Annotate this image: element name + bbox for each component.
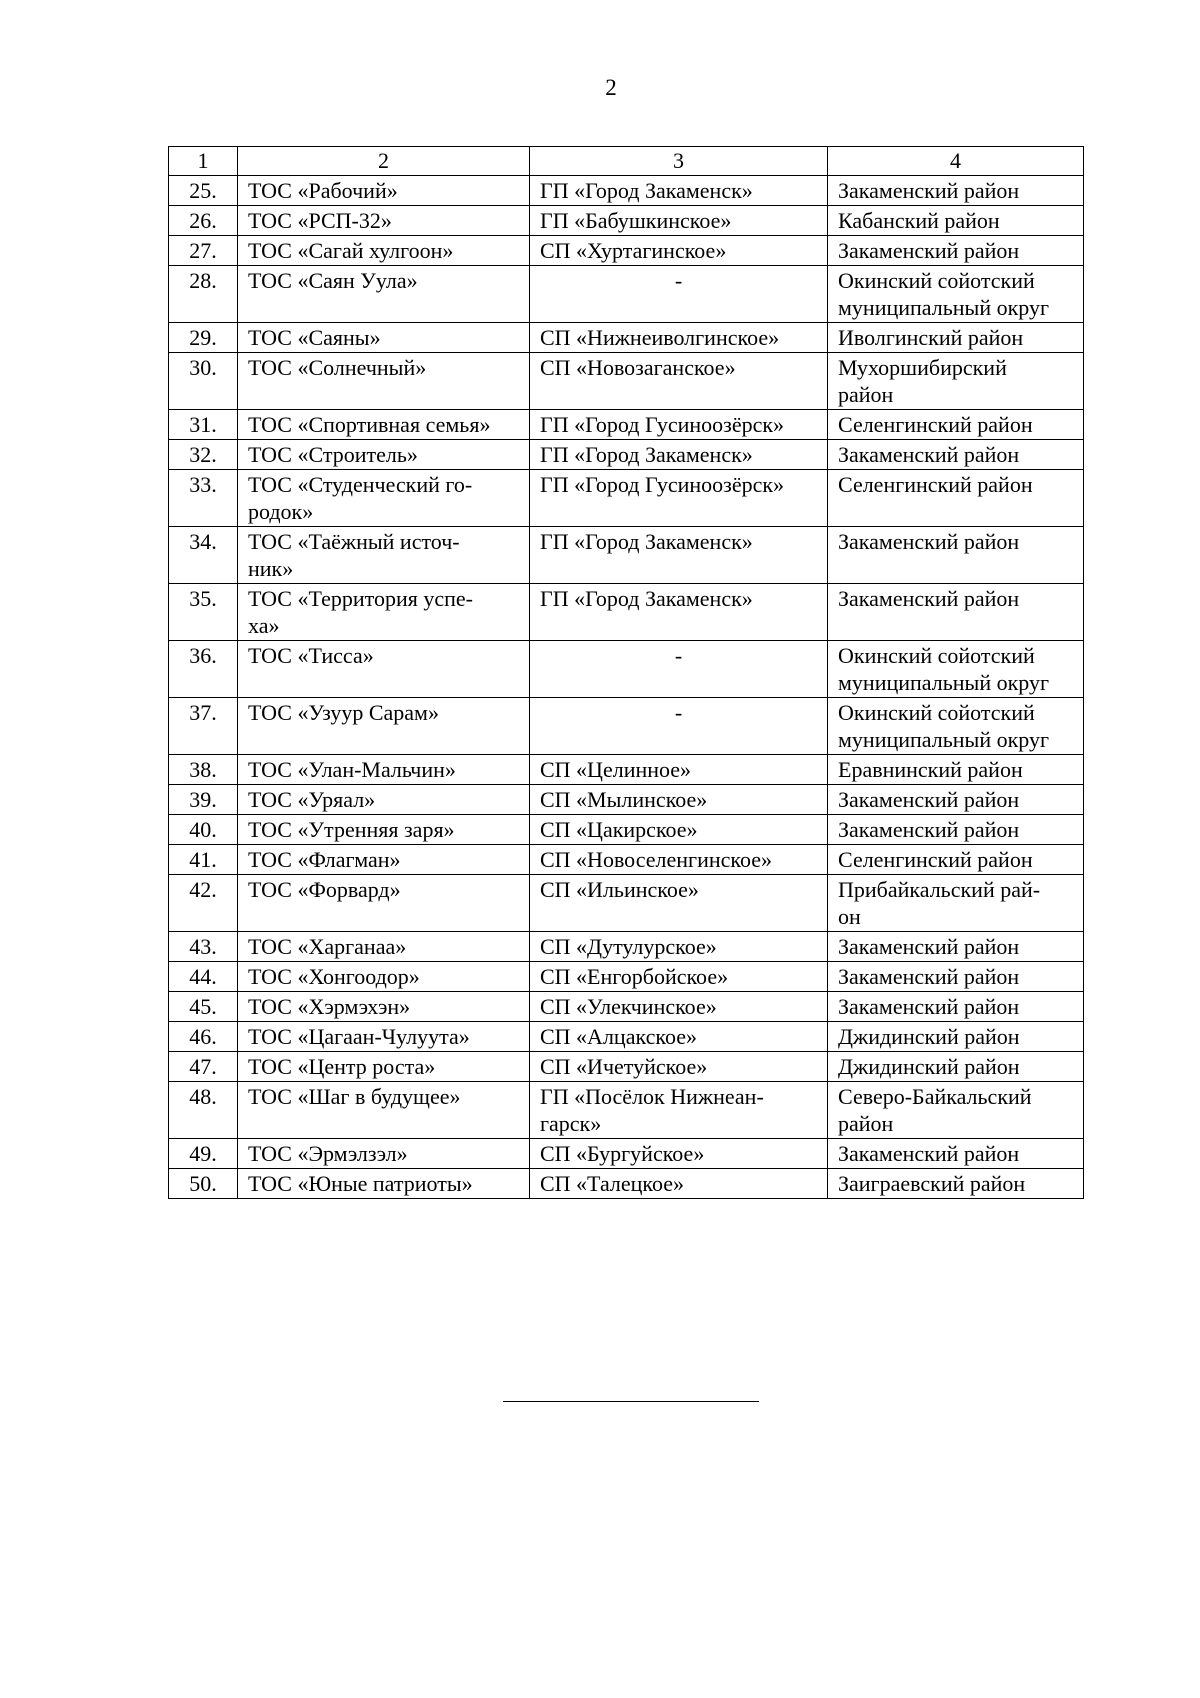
- district-cell: [828, 266, 1084, 323]
- tos-name-cell-text: ТОС «Саян Уула»: [248, 268, 418, 293]
- row-number-cell: [169, 440, 238, 470]
- row-number-cell: [169, 932, 238, 962]
- settlement-cell: [530, 1169, 828, 1199]
- header-row: [169, 147, 1084, 176]
- district-cell: [828, 353, 1084, 410]
- table-row: [169, 1139, 1084, 1169]
- tos-name-cell-text: ТОС «Спортивная семья»: [248, 412, 491, 437]
- district-cell-text: Джидинский район: [838, 1054, 1020, 1079]
- row-number-cell-text: 43.: [189, 934, 217, 959]
- district-cell-text: Еравнинский район: [838, 757, 1023, 782]
- table-row: [169, 698, 1084, 755]
- row-number-cell: [169, 236, 238, 266]
- tos-name-cell-text: ТОС «РСП-32»: [248, 208, 392, 233]
- row-number-cell: [169, 785, 238, 815]
- settlement-cell-text: СП «Алцакское»: [540, 1024, 697, 1049]
- table-row: [169, 932, 1084, 962]
- settlement-cell-text: СП «Хуртагинское»: [540, 238, 727, 263]
- tos-name-cell: [238, 1082, 530, 1139]
- settlement-cell: [530, 236, 828, 266]
- settlement-cell-text: СП «Енгорбойское»: [540, 964, 729, 989]
- row-number-cell: [169, 845, 238, 875]
- row-number-cell: [169, 698, 238, 755]
- row-number-cell-text: 50.: [189, 1171, 217, 1196]
- district-cell-text: Заиграевский район: [838, 1171, 1026, 1196]
- settlement-cell-text: -: [674, 268, 683, 293]
- district-cell-text: Селенгинский район: [838, 847, 1033, 872]
- row-number-cell-text: 40.: [189, 817, 217, 842]
- district-cell: [828, 785, 1084, 815]
- row-number-cell-text: 36.: [189, 643, 217, 668]
- tos-name-cell-text: ТОС «Улан-Мальчин»: [248, 757, 456, 782]
- district-cell: [828, 176, 1084, 206]
- tos-name-cell: [238, 932, 530, 962]
- district-cell-text: Окинский сойотский муниципальный округ: [838, 268, 1050, 320]
- tos-name-cell-text: ТОС «Харганаа»: [248, 934, 407, 959]
- table-body: [169, 176, 1084, 1199]
- row-number-cell-text: 42.: [189, 877, 217, 902]
- tos-name-cell-text: ТОС «Эрмэлзэл»: [248, 1141, 408, 1166]
- settlement-cell-text: СП «Улекчинское»: [540, 994, 717, 1019]
- table-row: [169, 236, 1084, 266]
- district-cell-text: Кабанский район: [838, 208, 1000, 233]
- row-number-cell-text: 29.: [189, 325, 217, 350]
- row-number-cell: [169, 584, 238, 641]
- settlement-cell: [530, 206, 828, 236]
- row-number-cell-text: 27.: [189, 238, 217, 263]
- row-number-cell: [169, 1082, 238, 1139]
- district-cell-text: Мухоршибирский район: [838, 355, 1007, 407]
- table-row: [169, 266, 1084, 323]
- table-row: [169, 1169, 1084, 1199]
- tos-name-cell: [238, 527, 530, 584]
- table-row: [169, 1022, 1084, 1052]
- tos-name-cell: [238, 962, 530, 992]
- district-cell-text: Селенгинский район: [838, 472, 1033, 497]
- settlement-cell-text: СП «Целинное»: [540, 757, 692, 782]
- tos-name-cell: [238, 992, 530, 1022]
- settlement-cell: [530, 698, 828, 755]
- tos-name-cell-text: ТОС «Флагман»: [248, 847, 401, 872]
- tos-name-cell-text: ТОС «Форвард»: [248, 877, 401, 902]
- district-cell-text: Окинский сойотский муниципальный округ: [838, 700, 1050, 752]
- row-number-cell-text: 46.: [189, 1024, 217, 1049]
- district-cell-text: Закаменский район: [838, 178, 1020, 203]
- settlement-cell-text: ГП «Посёлок Нижнеан- гарск»: [540, 1084, 764, 1136]
- row-number-cell: [169, 353, 238, 410]
- tos-name-cell-text: ТОС «Цагаан-Чулуута»: [248, 1024, 470, 1049]
- settlement-cell: [530, 785, 828, 815]
- table-row: [169, 992, 1084, 1022]
- district-cell-text: Окинский сойотский муниципальный округ: [838, 643, 1050, 695]
- district-cell: [828, 992, 1084, 1022]
- settlement-cell-text: СП «Ильинское»: [540, 877, 699, 902]
- table-row: [169, 323, 1084, 353]
- district-cell: [828, 845, 1084, 875]
- settlement-cell-text: СП «Цакирское»: [540, 817, 698, 842]
- header-cell-4: 4: [828, 147, 1084, 176]
- district-cell: [828, 440, 1084, 470]
- district-cell: [828, 1052, 1084, 1082]
- row-number-cell: [169, 527, 238, 584]
- district-cell: [828, 410, 1084, 440]
- tos-name-cell: [238, 1169, 530, 1199]
- tos-name-cell: [238, 875, 530, 932]
- settlement-cell: [530, 323, 828, 353]
- table-row: [169, 962, 1084, 992]
- tos-name-cell-text: ТОС «Солнечный»: [248, 355, 427, 380]
- table-row: [169, 815, 1084, 845]
- district-cell-text: Закаменский район: [838, 586, 1020, 611]
- settlement-cell-text: ГП «Город Закаменск»: [540, 178, 753, 203]
- settlement-cell: [530, 992, 828, 1022]
- district-cell: [828, 236, 1084, 266]
- settlement-cell-text: СП «Ичетуйское»: [540, 1054, 708, 1079]
- district-cell: [828, 875, 1084, 932]
- settlement-cell-text: СП «Новозаганское»: [540, 355, 736, 380]
- tos-name-cell: [238, 470, 530, 527]
- district-cell: [828, 527, 1084, 584]
- district-cell: [828, 1139, 1084, 1169]
- table-row: [169, 785, 1084, 815]
- row-number-cell: [169, 266, 238, 323]
- district-cell-text: Джидинский район: [838, 1024, 1020, 1049]
- row-number-cell: [169, 1169, 238, 1199]
- tos-name-cell: [238, 1139, 530, 1169]
- table-row: [169, 470, 1084, 527]
- row-number-cell-text: 41.: [189, 847, 217, 872]
- tos-table: [168, 146, 1084, 1199]
- settlement-cell-text: -: [674, 643, 683, 668]
- district-cell: [828, 932, 1084, 962]
- settlement-cell-text: ГП «Город Закаменск»: [540, 586, 753, 611]
- table-row: [169, 527, 1084, 584]
- tos-name-cell: [238, 236, 530, 266]
- settlement-cell-text: ГП «Город Закаменск»: [540, 442, 753, 467]
- tos-name-cell: [238, 815, 530, 845]
- row-number-cell-text: 37.: [189, 700, 217, 725]
- header-cell-2: 2: [238, 147, 530, 176]
- row-number-cell: [169, 206, 238, 236]
- row-number-cell: [169, 641, 238, 698]
- settlement-cell-text: ГП «Город Гусиноозёрск»: [540, 472, 785, 497]
- tos-name-cell-text: ТОС «Хонгоодор»: [248, 964, 420, 989]
- district-cell: [828, 470, 1084, 527]
- row-number-cell-text: 39.: [189, 787, 217, 812]
- settlement-cell: [530, 1022, 828, 1052]
- tos-name-cell-text: ТОС «Саяны»: [248, 325, 381, 350]
- settlement-cell: [530, 641, 828, 698]
- table-row: [169, 206, 1084, 236]
- tos-name-cell-text: ТОС «Юные патриоты»: [248, 1171, 473, 1196]
- page-number: 2: [605, 75, 617, 100]
- tos-name-cell-text: ТОС «Узуур Сарам»: [248, 700, 439, 725]
- header-cell-1: 1: [169, 147, 238, 176]
- settlement-cell: [530, 755, 828, 785]
- district-cell: [828, 641, 1084, 698]
- district-cell-text: Селенгинский район: [838, 412, 1033, 437]
- row-number-cell-text: 47.: [189, 1054, 217, 1079]
- row-number-cell: [169, 1022, 238, 1052]
- settlement-cell: [530, 932, 828, 962]
- district-cell: [828, 206, 1084, 236]
- tos-name-cell-text: ТОС «Строитель»: [248, 442, 418, 467]
- row-number-cell: [169, 875, 238, 932]
- district-cell: [828, 323, 1084, 353]
- settlement-cell-text: СП «Талецкое»: [540, 1171, 685, 1196]
- row-number-cell: [169, 176, 238, 206]
- row-number-cell-text: 25.: [189, 178, 217, 203]
- tos-name-cell: [238, 440, 530, 470]
- settlement-cell: [530, 1139, 828, 1169]
- district-cell-text: Закаменский район: [838, 817, 1020, 842]
- table-row: [169, 584, 1084, 641]
- district-cell: [828, 698, 1084, 755]
- district-cell-text: Закаменский район: [838, 934, 1020, 959]
- row-number-cell-text: 38.: [189, 757, 217, 782]
- settlement-cell: [530, 1052, 828, 1082]
- row-number-cell-text: 44.: [189, 964, 217, 989]
- table-row: [169, 845, 1084, 875]
- row-number-cell-text: 48.: [189, 1084, 217, 1109]
- tos-name-cell-text: ТОС «Таёжный источ- ник»: [248, 529, 460, 581]
- row-number-cell-text: 28.: [189, 268, 217, 293]
- table-row: [169, 641, 1084, 698]
- table-row: [169, 755, 1084, 785]
- row-number-cell-text: 45.: [189, 994, 217, 1019]
- tos-name-cell: [238, 785, 530, 815]
- settlement-cell: [530, 1082, 828, 1139]
- district-cell-text: Закаменский район: [838, 1141, 1020, 1166]
- district-cell: [828, 815, 1084, 845]
- settlement-cell-text: СП «Нижнеиволгинское»: [540, 325, 780, 350]
- row-number-cell: [169, 1052, 238, 1082]
- tos-name-cell-text: ТОС «Уряал»: [248, 787, 376, 812]
- row-number-cell: [169, 323, 238, 353]
- tos-name-cell: [238, 584, 530, 641]
- tos-name-cell-text: ТОС «Рабочий»: [248, 178, 398, 203]
- tos-name-cell: [238, 353, 530, 410]
- row-number-cell: [169, 470, 238, 527]
- tos-name-cell-text: ТОС «Шаг в будущее»: [248, 1084, 461, 1109]
- row-number-cell-text: 32.: [189, 442, 217, 467]
- row-number-cell: [169, 815, 238, 845]
- district-cell: [828, 962, 1084, 992]
- tos-name-cell-text: ТОС «Тисса»: [248, 643, 374, 668]
- district-cell-text: Северо-Байкальский район: [838, 1084, 1032, 1136]
- settlement-cell-text: ГП «Город Гусиноозёрск»: [540, 412, 785, 437]
- settlement-cell: [530, 527, 828, 584]
- row-number-cell-text: 34.: [189, 529, 217, 554]
- table-row: [169, 353, 1084, 410]
- tos-name-cell: [238, 845, 530, 875]
- tos-name-cell: [238, 1022, 530, 1052]
- tos-name-cell-text: ТОС «Студенческий го- родок»: [248, 472, 473, 524]
- settlement-cell: [530, 410, 828, 440]
- settlement-cell: [530, 845, 828, 875]
- settlement-cell-text: ГП «Бабушкинское»: [540, 208, 732, 233]
- settlement-cell-text: -: [674, 700, 683, 725]
- settlement-cell: [530, 584, 828, 641]
- row-number-cell: [169, 410, 238, 440]
- settlement-cell: [530, 353, 828, 410]
- tos-name-cell: [238, 1052, 530, 1082]
- district-cell-text: Закаменский район: [838, 994, 1020, 1019]
- settlement-cell: [530, 875, 828, 932]
- settlement-cell-text: СП «Новоселенгинское»: [540, 847, 772, 872]
- district-cell-text: Закаменский район: [838, 529, 1020, 554]
- district-cell-text: Закаменский район: [838, 964, 1020, 989]
- row-number-cell-text: 49.: [189, 1141, 217, 1166]
- table-row: [169, 875, 1084, 932]
- tos-name-cell: [238, 698, 530, 755]
- tos-name-cell: [238, 755, 530, 785]
- table-row: [169, 410, 1084, 440]
- tos-name-cell: [238, 641, 530, 698]
- row-number-cell-text: 26.: [189, 208, 217, 233]
- tos-name-cell: [238, 176, 530, 206]
- settlement-cell: [530, 962, 828, 992]
- tos-name-cell-text: ТОС «Хэрмэхэн»: [248, 994, 411, 1019]
- settlement-cell-text: ГП «Город Закаменск»: [540, 529, 753, 554]
- settlement-cell: [530, 440, 828, 470]
- district-cell: [828, 584, 1084, 641]
- settlement-cell: [530, 815, 828, 845]
- table-row: [169, 1082, 1084, 1139]
- tos-name-cell: [238, 206, 530, 236]
- row-number-cell-text: 35.: [189, 586, 217, 611]
- settlement-cell-text: СП «Мылинское»: [540, 787, 708, 812]
- table-row: [169, 176, 1084, 206]
- district-cell: [828, 1082, 1084, 1139]
- closing-rule: [503, 1401, 759, 1402]
- table-row: [169, 440, 1084, 470]
- settlement-cell: [530, 470, 828, 527]
- row-number-cell-text: 30.: [189, 355, 217, 380]
- district-cell: [828, 755, 1084, 785]
- tos-name-cell-text: ТОС «Утренняя заря»: [248, 817, 455, 842]
- row-number-cell: [169, 962, 238, 992]
- table-header: [169, 147, 1084, 176]
- tos-name-cell: [238, 410, 530, 440]
- district-cell-text: Закаменский район: [838, 787, 1020, 812]
- row-number-cell: [169, 755, 238, 785]
- district-cell-text: Закаменский район: [838, 442, 1020, 467]
- tos-name-cell-text: ТОС «Территория успе- ха»: [248, 586, 473, 638]
- row-number-cell-text: 31.: [189, 412, 217, 437]
- district-cell-text: Прибайкальский рай- он: [838, 877, 1041, 929]
- district-cell-text: Закаменский район: [838, 238, 1020, 263]
- table-row: [169, 1052, 1084, 1082]
- settlement-cell: [530, 266, 828, 323]
- district-cell: [828, 1169, 1084, 1199]
- tos-name-cell: [238, 323, 530, 353]
- district-cell-text: Иволгинский район: [838, 325, 1024, 350]
- settlement-cell: [530, 176, 828, 206]
- row-number-cell-text: 33.: [189, 472, 217, 497]
- settlement-cell-text: СП «Бургуйское»: [540, 1141, 705, 1166]
- district-cell: [828, 1022, 1084, 1052]
- header-cell-3: 3: [530, 147, 828, 176]
- row-number-cell: [169, 1139, 238, 1169]
- tos-name-cell: [238, 266, 530, 323]
- tos-name-cell-text: ТОС «Сагай хулгоон»: [248, 238, 454, 263]
- tos-name-cell-text: ТОС «Центр роста»: [248, 1054, 436, 1079]
- row-number-cell: [169, 992, 238, 1022]
- settlement-cell-text: СП «Дутулурское»: [540, 934, 717, 959]
